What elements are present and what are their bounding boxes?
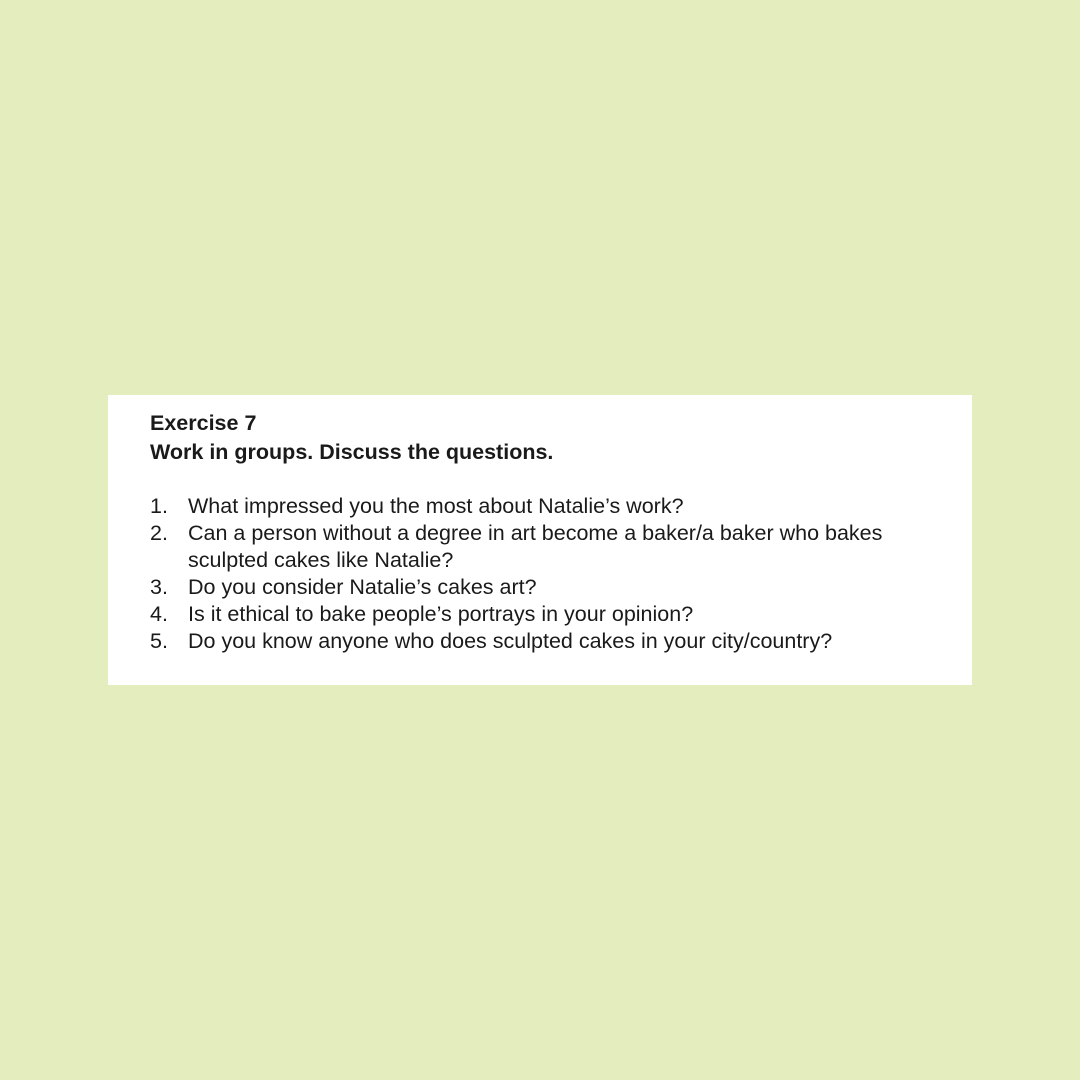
question-number: 5.: [150, 629, 168, 653]
question-number: 1.: [150, 494, 168, 518]
exercise-title: Exercise 7: [150, 411, 257, 435]
question-list: [150, 493, 972, 655]
question-text: What impressed you the most about Natalie’s work?: [188, 494, 684, 518]
list-item: [150, 601, 972, 628]
exercise-instruction: Work in groups. Discuss the questions.: [150, 440, 554, 464]
list-item: [150, 628, 972, 655]
question-number: 3.: [150, 575, 168, 599]
question-number: 2.: [150, 521, 168, 545]
question-text: Is it ethical to bake people’s portrays in your opinion?: [188, 602, 694, 626]
question-number: 4.: [150, 602, 168, 626]
list-item: [150, 493, 972, 520]
list-item: [150, 520, 972, 574]
exercise-card: [108, 395, 972, 685]
question-text: Do you consider Natalie’s cakes art?: [188, 575, 537, 599]
question-text: Can a person without a degree in art become a baker/a baker who bakes sculpted cakes like Natalie?: [188, 521, 883, 572]
question-text: Do you know anyone who does sculpted cakes in your city/country?: [188, 629, 833, 653]
list-item: [150, 574, 972, 601]
